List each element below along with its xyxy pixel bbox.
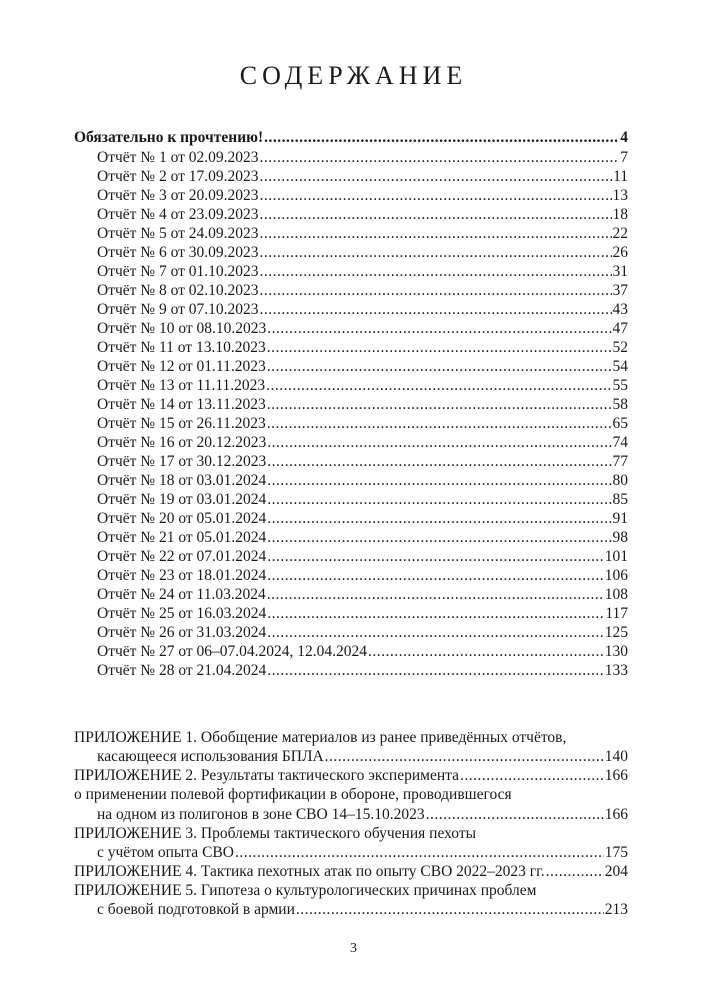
dot-leader	[260, 167, 613, 186]
toc-entry-page: 22	[612, 225, 628, 242]
toc-entry-page: 140	[604, 748, 628, 766]
toc-report-entry[interactable]	[74, 490, 628, 509]
toc-entry-label: Отчёт № 23 от 18.01.2024	[97, 567, 267, 584]
toc-entry-page: 213	[604, 901, 628, 919]
dot-leader	[267, 585, 604, 604]
toc-report-entry[interactable]	[74, 243, 628, 262]
toc-entry-label: Отчёт № 3 от 20.09.2023	[97, 187, 259, 204]
toc-report-entry[interactable]	[74, 585, 628, 604]
appendix-4-entry[interactable]	[74, 862, 628, 881]
appendix-5-entry[interactable]	[74, 900, 628, 919]
dot-leader	[460, 766, 604, 785]
toc-report-entry[interactable]	[74, 357, 628, 376]
toc-entry-label: Отчёт № 10 от 08.10.2023	[97, 320, 267, 337]
toc-entry-page: 4	[620, 129, 628, 146]
toc-entry-page: 77	[612, 453, 628, 470]
toc-report-entry[interactable]	[74, 528, 628, 547]
toc-entry-page: 101	[604, 548, 628, 565]
appendix-2-subtitle-entry[interactable]	[74, 805, 628, 824]
dot-leader	[267, 414, 612, 433]
toc-entry-label: Отчёт № 21 от 05.01.2024	[97, 529, 267, 546]
toc-report-entry[interactable]	[74, 319, 628, 338]
dot-leader	[260, 281, 612, 300]
dot-leader	[267, 433, 611, 452]
dot-leader	[267, 528, 611, 547]
toc-report-entry[interactable]	[74, 452, 628, 471]
toc-report-entry[interactable]	[74, 338, 628, 357]
toc-entry-label: Отчёт № 11 от 13.10.2023	[97, 339, 266, 356]
toc-report-entry[interactable]	[74, 148, 628, 167]
toc-entry-page: 47	[612, 320, 628, 337]
dot-leader	[260, 224, 612, 243]
toc-report-entry[interactable]	[74, 224, 628, 243]
appendix-3-title[interactable]: ПРИЛОЖЕНИЕ 3. Проблемы тактического обучения пехоты	[74, 824, 477, 842]
toc-entry-page: 65	[612, 415, 628, 432]
dot-leader	[368, 642, 604, 661]
appendix-2-subtitle-line[interactable]: о применении полевой фортификации в обороне, проводившегося	[74, 786, 512, 804]
appendix-1-title[interactable]: ПРИЛОЖЕНИЕ 1. Обобщение материалов из ранее приведённых отчётов,	[74, 729, 567, 746]
toc-report-entry[interactable]	[74, 547, 628, 566]
dot-leader	[260, 205, 612, 224]
dot-leader	[260, 262, 612, 281]
toc-entry-page: 37	[612, 282, 628, 299]
toc-entry-label: Отчёт № 26 от 31.03.2024	[97, 624, 267, 641]
toc-entry-page: 11	[613, 168, 628, 185]
toc-entry-label: ПРИЛОЖЕНИЕ 2. Результаты тактического эксперимента	[74, 767, 459, 785]
toc-report-entry[interactable]	[74, 661, 628, 680]
appendix-list	[74, 728, 628, 919]
toc-report-entry[interactable]	[74, 186, 628, 205]
toc-entry-label: Отчёт № 16 от 20.12.2023	[97, 434, 267, 451]
toc-report-entry[interactable]	[74, 509, 628, 528]
toc-entry-label: Отчёт № 25 от 16.03.2024	[97, 605, 267, 622]
appendix-3-entry[interactable]	[74, 843, 628, 862]
table-of-contents	[74, 128, 628, 680]
toc-entry-page: 175	[604, 843, 628, 861]
toc-entry-label: Отчёт № 27 от 06–07.04.2024, 12.04.2024	[97, 643, 368, 660]
toc-entry-page: 26	[612, 244, 628, 261]
appendix-5-title[interactable]: ПРИЛОЖЕНИЕ 5. Гипотеза о культурологических причинах проблем	[74, 881, 537, 899]
toc-entry-page: 106	[604, 567, 628, 584]
toc-entry-page: 85	[612, 491, 628, 508]
toc-entry-page: 166	[604, 805, 628, 823]
toc-entry-label: Отчёт № 14 от 13.11.2023	[97, 396, 266, 413]
dot-leader	[267, 452, 611, 471]
dot-leader	[267, 661, 603, 680]
toc-entry-label: Отчёт № 2 от 17.09.2023	[97, 168, 259, 185]
toc-entry-page: 117	[605, 605, 628, 622]
toc-entry-page: 204	[604, 862, 628, 880]
toc-entry-label: Отчёт № 13 от 11.11.2023	[97, 377, 266, 394]
toc-entry-label: ПРИЛОЖЕНИЕ 4. Тактика пехотных атак по опыту СВО 2022–2023 гг.	[74, 862, 545, 880]
toc-entry-page: 80	[612, 472, 628, 489]
toc-report-entry[interactable]	[74, 433, 628, 452]
toc-entry-page: 133	[604, 662, 628, 679]
toc-entry-page: 108	[604, 586, 628, 603]
toc-entry-label: с учётом опыта СВО	[97, 843, 234, 861]
toc-report-entry[interactable]	[74, 262, 628, 281]
toc-report-entry[interactable]	[74, 281, 628, 300]
page-number: 3	[350, 941, 357, 956]
toc-heading-entry[interactable]	[74, 128, 628, 147]
toc-entry-label: Отчёт № 4 от 23.09.2023	[97, 206, 259, 223]
toc-entry-page: 52	[612, 339, 628, 356]
dot-leader	[260, 300, 612, 319]
toc-entry-page: 55	[612, 377, 628, 394]
toc-entry-label: Отчёт № 19 от 03.01.2024	[97, 491, 267, 508]
toc-entry-page: 7	[620, 149, 628, 166]
dot-leader	[235, 843, 604, 862]
toc-entry-page: 91	[612, 510, 628, 527]
dot-leader	[267, 604, 604, 623]
toc-entry-label: Отчёт № 7 от 01.10.2023	[97, 263, 259, 280]
dot-leader	[260, 243, 612, 262]
toc-entry-page: 54	[612, 358, 628, 375]
toc-report-entry[interactable]	[74, 623, 628, 642]
toc-report-entry[interactable]	[74, 471, 628, 490]
toc-report-entry[interactable]	[74, 376, 628, 395]
toc-report-entry[interactable]	[74, 167, 628, 186]
dot-leader	[267, 338, 612, 357]
toc-entry-label: Отчёт № 6 от 30.09.2023	[97, 244, 259, 261]
toc-entry-page: 130	[604, 643, 628, 660]
dot-leader	[267, 547, 603, 566]
toc-report-entry[interactable]	[74, 604, 628, 623]
dot-leader	[260, 186, 612, 205]
toc-entry-label: Отчёт № 17 от 30.12.2023	[97, 453, 267, 470]
report-list	[74, 148, 628, 680]
toc-entry-page: 31	[612, 263, 628, 280]
toc-entry-label: Отчёт № 20 от 05.01.2024	[97, 510, 267, 527]
toc-entry-page: 74	[612, 434, 628, 451]
toc-entry-label: Отчёт № 18 от 03.01.2024	[97, 472, 267, 489]
toc-entry-label: Отчёт № 5 от 24.09.2023	[97, 225, 259, 242]
dot-leader	[426, 805, 604, 824]
toc-entry-label: Отчёт № 28 от 21.04.2024	[97, 662, 267, 679]
dot-leader	[267, 319, 611, 338]
toc-entry-page: 43	[612, 301, 628, 318]
toc-entry-page: 125	[604, 624, 628, 641]
dot-leader	[267, 357, 612, 376]
toc-report-entry[interactable]	[74, 205, 628, 224]
toc-entry-label: на одном из полигонов в зоне СВО 14–15.10.2023	[97, 805, 425, 823]
dot-leader	[267, 509, 611, 528]
dot-leader	[267, 471, 611, 490]
toc-entry-label: касающееся использования БПЛА	[97, 748, 324, 766]
page-title: СОДЕРЖАНИЕ	[239, 61, 468, 90]
dot-leader	[267, 395, 612, 414]
toc-report-entry[interactable]	[74, 642, 628, 661]
dot-leader	[266, 376, 611, 395]
toc-entry-label: Отчёт № 1 от 02.09.2023	[97, 149, 259, 166]
dot-leader	[325, 747, 604, 766]
toc-entry-label: Отчёт № 24 от 11.03.2024	[97, 586, 266, 603]
toc-entry-label: Отчёт № 22 от 07.01.2024	[97, 548, 267, 565]
toc-entry-page: 166	[604, 767, 628, 785]
toc-entry-label: Отчёт № 15 от 26.11.2023	[97, 415, 266, 432]
toc-report-entry[interactable]	[74, 414, 628, 433]
dot-leader	[264, 128, 619, 147]
toc-entry-label: Обязательно к прочтению!	[74, 129, 264, 146]
dot-leader	[260, 148, 620, 167]
toc-entry-label: с боевой подготовкой в армии	[97, 901, 295, 919]
toc-entry-label: Отчёт № 9 от 07.10.2023	[97, 301, 259, 318]
toc-entry-page: 58	[612, 396, 628, 413]
toc-entry-page: 13	[612, 187, 628, 204]
toc-report-entry[interactable]	[74, 395, 628, 414]
dot-leader	[267, 623, 603, 642]
dot-leader	[267, 490, 611, 509]
dot-leader	[296, 900, 604, 919]
dot-leader	[267, 566, 603, 585]
toc-entry-page: 18	[612, 206, 628, 223]
toc-entry-page: 98	[612, 529, 628, 546]
toc-entry-label: Отчёт № 12 от 01.11.2023	[97, 358, 266, 375]
toc-report-entry[interactable]	[74, 566, 628, 585]
toc-entry-label: Отчёт № 8 от 02.10.2023	[97, 282, 259, 299]
appendix-1-entry[interactable]	[74, 747, 628, 766]
dot-leader	[546, 862, 604, 881]
appendix-2-entry[interactable]	[74, 766, 628, 785]
toc-report-entry[interactable]	[74, 300, 628, 319]
